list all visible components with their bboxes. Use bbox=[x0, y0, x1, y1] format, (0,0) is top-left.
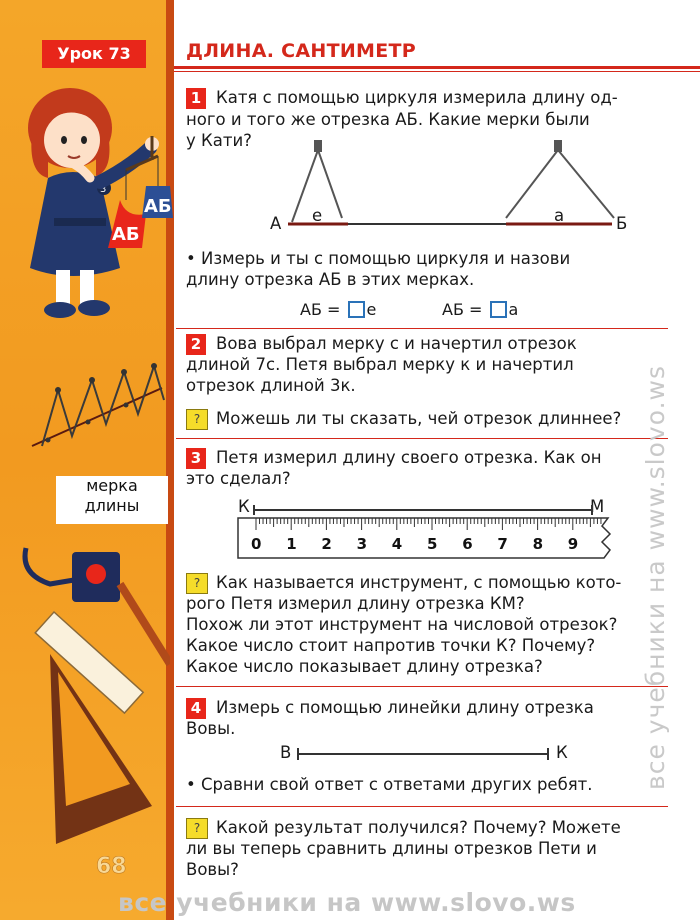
hint-icon: ? bbox=[186, 818, 208, 839]
answer-a-left: АБ = bbox=[442, 300, 483, 319]
separator bbox=[176, 686, 668, 687]
task-3-number: 3 bbox=[186, 448, 206, 469]
segment-point-b: В bbox=[280, 743, 292, 762]
answer-e-box[interactable] bbox=[348, 301, 365, 318]
compass-segment-figure bbox=[268, 136, 648, 236]
task-2-line-2: длиной 7с. Петя выбрал мерку к и начертил bbox=[186, 355, 574, 374]
ruler-point-k: К bbox=[238, 497, 250, 516]
task-4-number: 4 bbox=[186, 698, 206, 719]
footer-watermark: все учебники на www.slovo.ws bbox=[118, 888, 576, 917]
task-2-line-3: отрезок длиной 3к. bbox=[186, 376, 356, 395]
ruler-number: 6 bbox=[462, 535, 473, 553]
scale-label-right: АБ bbox=[144, 196, 172, 217]
task-3-hint-line-1: Как называется инструмент, с помощью кото- bbox=[216, 573, 622, 592]
ruler-point-m: М bbox=[590, 497, 605, 516]
ruler-number: 7 bbox=[497, 535, 508, 553]
ruler-number: 0 bbox=[251, 535, 262, 553]
task-3-line-1: Петя измерил длину своего отрезка. Как он bbox=[216, 448, 602, 467]
vova-segment bbox=[294, 746, 554, 762]
ruler-number: 4 bbox=[391, 535, 403, 553]
ruler-number: 3 bbox=[356, 535, 368, 553]
ruler-number: 8 bbox=[532, 535, 544, 553]
ruler-number: 2 bbox=[321, 535, 332, 553]
task-2-number: 2 bbox=[186, 334, 206, 355]
task-4-line-1: Измерь с помощью линейки длину отрезка bbox=[216, 698, 594, 717]
measuring-tools-illustration bbox=[20, 544, 170, 844]
task-4-hint-line-1: Какой результат получился? Почему? Можете bbox=[216, 818, 621, 837]
task-4-hint-line-3: Вовы? bbox=[186, 860, 239, 879]
answer-a-box[interactable] bbox=[490, 301, 507, 318]
answer-e-unit: е bbox=[366, 300, 377, 319]
task-3-line-2: это сделал? bbox=[186, 469, 291, 488]
girl-with-scales-illustration bbox=[8, 78, 173, 328]
task-3-hint-line-5: Какое число показывает длину отрезка? bbox=[186, 657, 543, 676]
ruler-number: 9 bbox=[567, 535, 579, 553]
task-1-bullet-line-1: • Измерь и ты с помощью циркуля и назови bbox=[186, 249, 571, 268]
compass-steps-illustration bbox=[28, 350, 168, 462]
segment-point-k: К bbox=[556, 743, 568, 762]
mark-a-label: а bbox=[554, 206, 565, 225]
task-1-line-3: у Кати? bbox=[186, 131, 252, 150]
task-1-number: 1 bbox=[186, 88, 206, 109]
lesson-tag: Урок 73 bbox=[42, 40, 146, 68]
girl-badge: 3 bbox=[100, 184, 107, 195]
task-3-hint-line-2: рого Петя измерил длину отрезка КМ? bbox=[186, 594, 525, 613]
separator bbox=[176, 438, 668, 439]
point-b-label: Б bbox=[616, 214, 628, 233]
measure-label-line2: длины bbox=[84, 496, 140, 515]
answer-a-unit: а bbox=[508, 300, 519, 319]
separator bbox=[176, 328, 668, 329]
task-4-hint-line-2: ли вы теперь сравнить длины отрезков Пети и bbox=[186, 839, 597, 858]
task-4-bullet: • Сравни свой ответ с ответами других ребят. bbox=[186, 775, 593, 794]
task-2-hint: Можешь ли ты сказать, чей отрезок длиннее? bbox=[216, 409, 622, 428]
ruler-number: 1 bbox=[286, 535, 297, 553]
title-rule bbox=[174, 66, 700, 69]
answer-e-left: АБ = bbox=[300, 300, 341, 319]
answer-a bbox=[442, 300, 518, 319]
task-3-hint-line-3: Похож ли этот инструмент на числовой отрезок? bbox=[186, 615, 618, 634]
page-title: ДЛИНА. САНТИМЕТР bbox=[186, 40, 417, 62]
point-a-label: А bbox=[270, 214, 282, 233]
task-4-line-2: Вовы. bbox=[186, 719, 236, 738]
task-2-line-1: Вова выбрал мерку с и начертил отрезок bbox=[216, 334, 577, 353]
task-3-hint-line-4: Какое число стоит напротив точки К? Почему? bbox=[186, 636, 596, 655]
ruler-number: 5 bbox=[427, 535, 438, 553]
scale-label-left: АБ bbox=[112, 224, 140, 245]
title-rule-thin bbox=[174, 71, 700, 72]
task-1-line-2: ного и того же отрезка АБ. Какие мерки были bbox=[186, 110, 590, 129]
measure-label-line1: мерка bbox=[86, 476, 138, 495]
measure-label bbox=[56, 476, 168, 524]
answer-e bbox=[300, 300, 376, 319]
task-1-bullet-line-2: длину отрезка АБ в этих мерках. bbox=[186, 270, 475, 289]
page-number: 68 bbox=[96, 854, 127, 879]
separator bbox=[176, 806, 668, 807]
task-1-line-1: Катя с помощью циркуля измерила длину од- bbox=[216, 88, 618, 107]
mark-e-label: е bbox=[312, 206, 323, 225]
side-watermark: все учебники на www.slovo.ws bbox=[641, 365, 670, 790]
hint-icon: ? bbox=[186, 409, 208, 430]
hint-icon: ? bbox=[186, 573, 208, 594]
